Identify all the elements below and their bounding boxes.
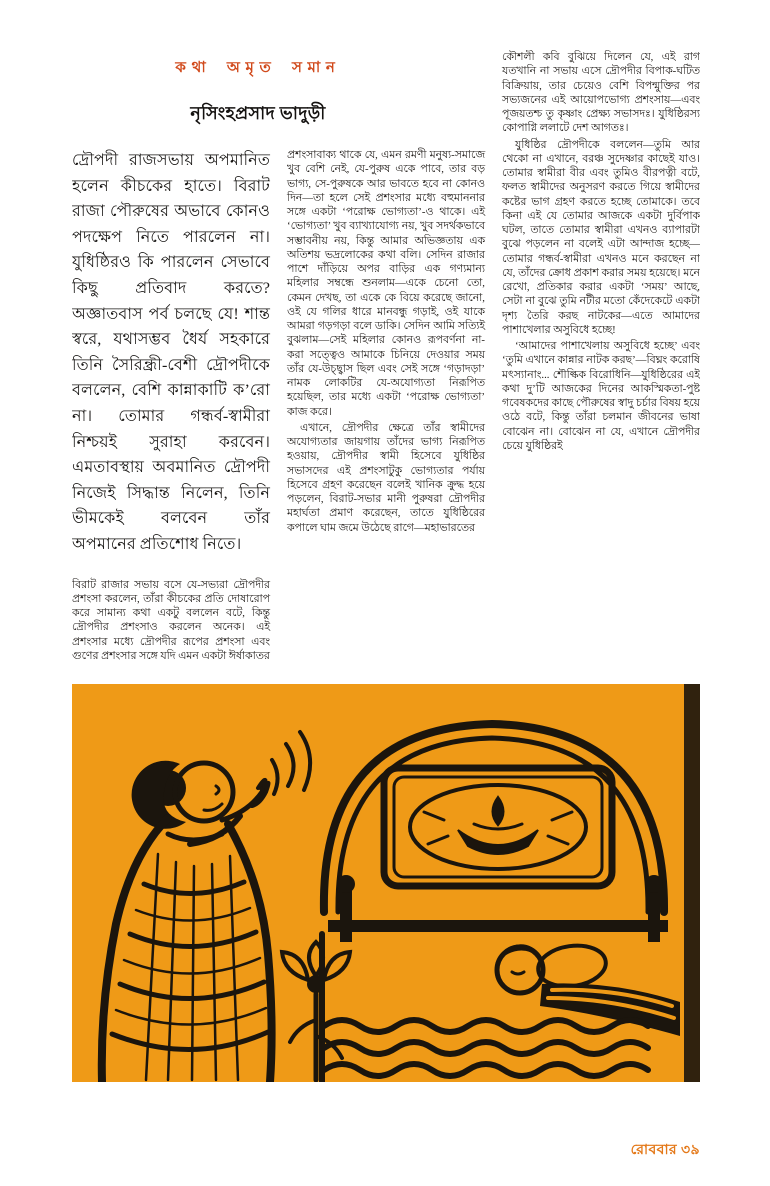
- section-kicker: কথা অমৃত সমান: [175, 60, 341, 76]
- folio-page-number: ৩৯: [680, 1143, 700, 1158]
- page-folio: [631, 1138, 700, 1162]
- body-paragraph: ‘আমাদের পাশাখেলায় অসুবিধে হচ্ছে’ এবং ‘তুমি এখানে কান্নার নাটক করছ’—বিঘ্নং করোষি মৎস্যানাং... শৌল্কিক বিরোধিনি—যুধিষ্ঠিরের এই কথা দু’টি আজকের দিনের আকস্মিকতা-পুষ্ট গবেষকদের কাছে পৌরুষের স্বাদু চর্চার বিষয় হয়ে ওঠে বটে, কিন্তু তাঁরা চলমান জীবনের ভাষা বোঝেন না। বোঝেন না যে, এখানে দ্রৌপদীর চেয়ে যুধিষ্ঠিরই: [502, 340, 700, 452]
- body-paragraph: প্রশংসাবাক্য থাকে যে, এমন রমণী মনুষ্য-সমাজে খুব বেশি নেই, যে-পুরুষ একে পাবে, তার বড় ভাগ্য, সে-পুরুষকে আর ভাবতে হবে না কোনও দিন—তা হলে সেই প্রশংসার মধ্যে বহুমাননার সঙ্গে একটা ‘পরোক্ষ ভোগ্যতা’-ও থাকে। এই ‘ভোগ্যতা’ খুব ব্যাখ্যাযোগ্য নয়, খুব সদর্থকভাবে সম্ভাবনীয় নয়, কিন্তু আমার অভিজ্ঞতায় এক অতিশয় ভদ্রলোকের কথা বলি। সেদিন রাজার পাশে দাঁড়িয়ে অপর বাড়ির এক গণ্যমান্য মহিলার সম্বন্ধে শুনলাম—একে চেনো তো, কেমন দেখছ, তা একে কে বিয়ে করেছে জানো, ওই যে গলির ধারে মানবন্ধু গড়াই, ওই যাকে আমরা গড়গড়া বলে ডাকি। সেদিন আমি সত্যিই বুঝলাম—সেই মহিলার কোনও রূপবর্ণনা না-করা সত্ত্বেও আমাকে চিনিয়ে দেওয়ার সময় তাঁর যে-উচ্ছ্বাস ছিল এবং সেই সঙ্গে ‘গড়াদড়া’ নামক লোকটির যে-অযোগ্যতা নিরূপিত হয়েছিল, তার মধ্যে একটা ‘পরোক্ষ ভোগ্যতা’ কাজ করে।: [287, 149, 485, 418]
- body-paragraph: বিরাট রাজার সভায় বসে যে-সভ্যরা দ্রৌপদীর প্রশংসা করলেন, তাঁরা কীচকের প্রতি দোষারোপ করে সামান্য কথা একটু বললেন বটে, কিন্তু দ্রৌপদীর প্রশংসাও করলেন অনেক। এই প্রশংসার মধ্যে দ্রৌপদীর রূপের প্রশংসা এবং গুণের প্রশংসার সঙ্গে যদি এমন একটা ঈর্ষাকাতর: [72, 578, 270, 662]
- author-byline: নৃসিংহপ্রসাদ ভাদুড়ী: [190, 103, 326, 123]
- column-1: [72, 50, 270, 668]
- body-paragraph: কৌশলী কবি বুঝিয়ে দিলেন যে, এই রাগ যতখানি না সভায় এসে দ্রৌপদীর বিপাক-ঘটিত বিক্রিয়ায়, তার চেয়েও বেশি বিপন্মুক্তির পর সভ্যজনের এই আয়োপভোগ্য প্রশংসায়—এবং পূজয়তশ্চ তু কৃষ্ণাং প্রেক্ষ্য সভাসদঃ। যুধিষ্ঠিরস্য কোপাগ্নি ললাটে দেশ আগতঃ।: [502, 51, 700, 135]
- woodcut-illustration-svg: [72, 684, 700, 1082]
- folio-label: রোববার: [630, 1143, 678, 1158]
- column-2: [287, 50, 485, 668]
- lead-paragraph: দ্রৌপদী রাজসভায় অপমানিত হলেন কীচকের হাতে। বিরাট রাজা পৌরুষের অভাবে কোনও পদক্ষেপ নিতে পারলেন না। যুধিষ্ঠিরও কি পারলেন সেভাবে কিছু প্রতিবাদ করতে? অজ্ঞাতবাস পর্ব চলছে যে! শান্ত স্বরে, যথাসম্ভব ধৈর্য সহকারে তিনি সৈরিন্ধ্রী-বেশী দ্রৌপদীকে বললেন, বেশি কান্নাকাটি ক’রো না। তোমার গন্ধর্ব-স্বামীরা নিশ্চয়ই সুরাহা করবেন। এমতাবস্থায় অবমানিত দ্রৌপদী নিজেই সিদ্ধান্ত নিলেন, তিনি ভীমকেই বলবেন তাঁর অপমানের প্রতিশোধ নিতে।: [72, 151, 270, 553]
- woodcut-illustration: [72, 684, 700, 1082]
- page-content: [72, 50, 700, 668]
- body-paragraph: যুধিষ্ঠির দ্রৌপদীকে বললেন—তুমি আর থেকো না এখানে, বরঞ্চ সুদেষ্ণার কাছেই যাও। তোমার স্বামীরা বীর এবং তুমিও বীরপত্নী বটে, ফলত স্বামীদের অনুসরণ করতে গিয়ে স্বামীদের কষ্টের ভাগ গ্রহণ করতে হচ্ছে তোমাকে। তবে কিনা এই যে তোমার আজকে একটা দুর্বিপাক ঘটল, তাতে তোমার স্বামীরা এখনও ব্যাপারটা বুঝে পড়লেন না বলেই এটা আন্দাজ হচ্ছে—তোমার গন্ধর্ব-স্বামীরা এখনও মনে করছেন না যে, তাঁদের ক্রোধ প্রকাশ করার সময় হয়েছে। মনে রেখো, প্রতিকার করার একটা ‘সময়’ আছে, সেটা না বুঝে তুমি নটীর মতো কেঁদেকেটে একটা দৃশ্য তৈরি করছ নাটকের—এতে আমাদের পাশাখেলার অসুবিধে হচ্ছে!: [502, 138, 700, 336]
- column-3: [502, 50, 700, 668]
- masthead: [72, 50, 444, 130]
- body-paragraph: এখানে, দ্রৌপদীর ক্ষেত্রে তাঁর স্বামীদের অযোগ্যতার জায়গায় তাঁদের ভাগ্য নিরূপিত হওয়ায়, দ্রৌপদীর স্বামী হিসেবে যুধিষ্ঠির সভাসদের এই প্রশংসাটুকু ভোগ্যতার পর্যায় হিসেবে গ্রহণ করেছেন বলেই খানিক ক্রুদ্ধ হয়ে পড়লেন, বিরাট-সভার মানী পুরুষরা দ্রৌপদীর মহার্ঘতা প্রমাণ করেছেন, তাতে যুধিষ্ঠিরের কপালে ঘাম জমে উঠেছে রাগে—মহাভারতের: [287, 421, 485, 534]
- article-columns: [72, 50, 700, 668]
